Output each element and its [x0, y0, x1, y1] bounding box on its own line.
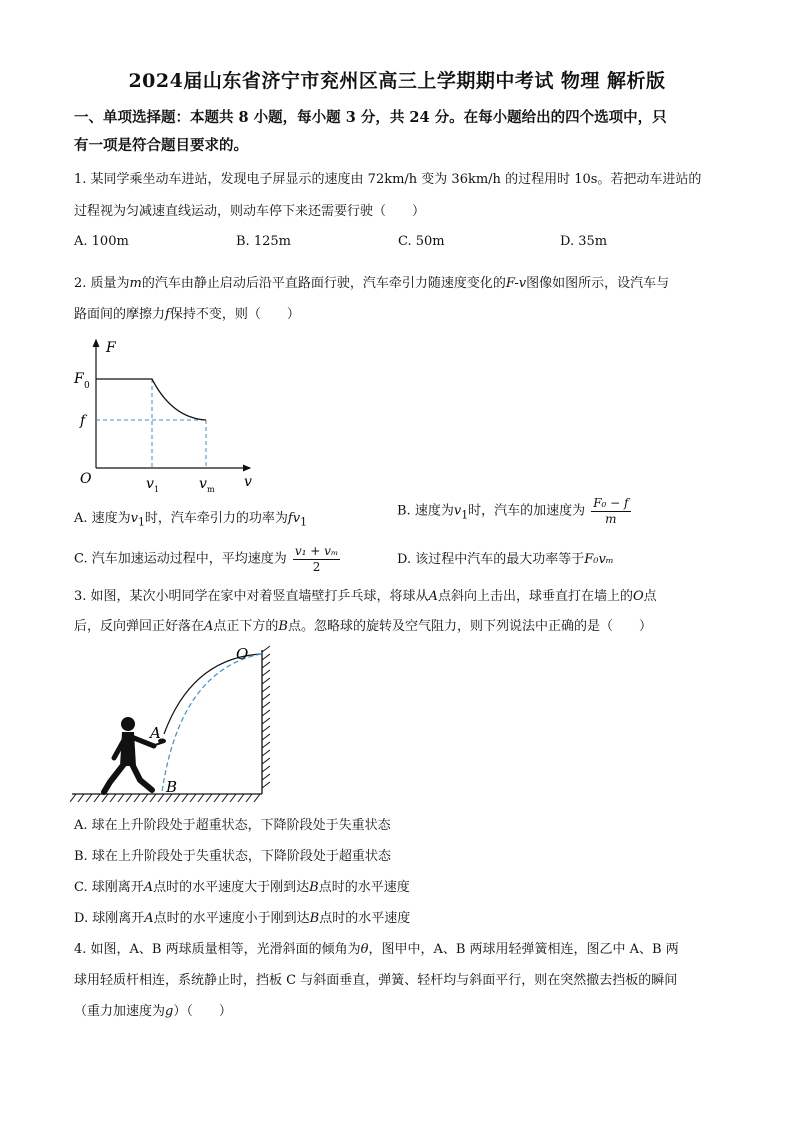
- q2-option-d[interactable]: D. 该过程中汽车的最大功率等于F₀vₘ: [397, 552, 614, 567]
- page-title: 2024届山东省济宁市兖州区高三上学期期中考试 物理 解析版: [128, 70, 666, 92]
- ground-hatch: [70, 794, 260, 802]
- q1-line2: 过程视为匀减速直线运动，则动车停下来还需要行驶（ ）: [74, 204, 426, 219]
- outgoing-trajectory: [164, 654, 261, 734]
- vm-label: v: [199, 476, 207, 492]
- section-heading: [74, 104, 724, 160]
- q1-option-d[interactable]: D. 35m: [560, 234, 608, 249]
- label-o: O: [236, 645, 249, 663]
- label-a: A: [150, 724, 161, 742]
- f0-subscript: 0: [84, 381, 90, 391]
- y-axis-label: F: [106, 340, 116, 356]
- origin-label: O: [80, 471, 92, 487]
- q1-line1: 1. 某同学乘坐动车进站，发现电子屏显示的速度由 72km/h 变为 36km/h 的过程用时 10s。若把动车进站的: [74, 172, 702, 187]
- q3-line1: 3. 如图，某次小明同学在家中对着竖直墙壁打乒乓球，将球从A点斜向上击出，球垂直打在墙上的O点: [74, 589, 657, 604]
- wall-hatch: [262, 646, 270, 788]
- q1-option-b[interactable]: B. 125m: [236, 234, 291, 249]
- q4-line3: （重力加速度为g）（ ）: [74, 1004, 232, 1019]
- section-heading-line1: 一、单项选择题：本题共 8 小题，每小题 3 分，共 24 分。在每小题给出的四个选项中，只: [74, 109, 667, 126]
- q2-line2: 路面间的摩擦力f保持不变，则（ ）: [74, 307, 300, 322]
- v1-subscript: 1: [154, 485, 160, 494]
- return-trajectory: [162, 654, 261, 792]
- q3-option-d[interactable]: D. 球刚离开A点时的水平速度小于刚到达B点时的水平速度: [74, 911, 411, 926]
- q1-option-c[interactable]: C. 50m: [398, 234, 445, 249]
- f-v-curve: [96, 379, 206, 420]
- q2-fv-graph: [72, 332, 262, 497]
- q3-option-a[interactable]: A. 球在上升阶段处于超重状态，下降阶段处于失重状态: [74, 818, 391, 833]
- q2-line1: 2. 质量为m的汽车由静止启动后沿平直路面行驶，汽车牵引力随速度变化的F-v图像如图所示，设汽车与: [74, 276, 670, 291]
- x-axis-label: v: [244, 474, 252, 490]
- q3-pingpong-figure: [70, 642, 280, 808]
- f-label: f: [80, 413, 86, 429]
- vm-subscript: m: [207, 485, 215, 494]
- v1-label: v: [146, 476, 154, 492]
- q1-option-a[interactable]: A. 100m: [74, 234, 129, 249]
- f0-label: F: [74, 371, 84, 387]
- section-heading-line2: 有一项是符合题目要求的。: [74, 137, 248, 154]
- q2-option-c[interactable]: C. 汽车加速运动过程中，平均速度为 $\frac{\text{v₁ + vₘ}}{2}$: [74, 544, 339, 574]
- q2-frac-b: $\frac{\text{F₀ − f}}{m}$: [593, 496, 629, 526]
- q3-option-c[interactable]: C. 球刚离开A点时的水平速度大于刚到达B点时的水平速度: [74, 880, 410, 895]
- q2-option-a[interactable]: A. 速度为$v_1$时，汽车牵引力的功率为$fv_1$: [74, 511, 307, 529]
- label-b: B: [166, 778, 178, 796]
- q3-line2: 后，反向弹回正好落在A点正下方的B点。忽略球的旋转及空气阻力，则下列说法中正确的是（ ）: [74, 619, 652, 634]
- q4-line1: 4. 如图，A、B 两球质量相等，光滑斜面的倾角为θ，图甲中，A、B 两球用轻弹簧相连，图乙中 A、B 两: [74, 942, 679, 957]
- q3-option-b[interactable]: B. 球在上升阶段处于失重状态，下降阶段处于超重状态: [74, 849, 391, 864]
- q2-frac-c: $\frac{\text{v₁ + vₘ}}{2}$: [294, 544, 339, 574]
- q2-option-b[interactable]: B. 速度为$v_1$时，汽车的加速度为 $\frac{\text{F₀ − f}}{m}$: [397, 496, 629, 526]
- q4-line2: 球用轻质杆相连，系统静止时，挡板 C 与斜面垂直，弹簧、轻杆均与斜面平行，则在突然撤去挡板的瞬间: [74, 973, 678, 988]
